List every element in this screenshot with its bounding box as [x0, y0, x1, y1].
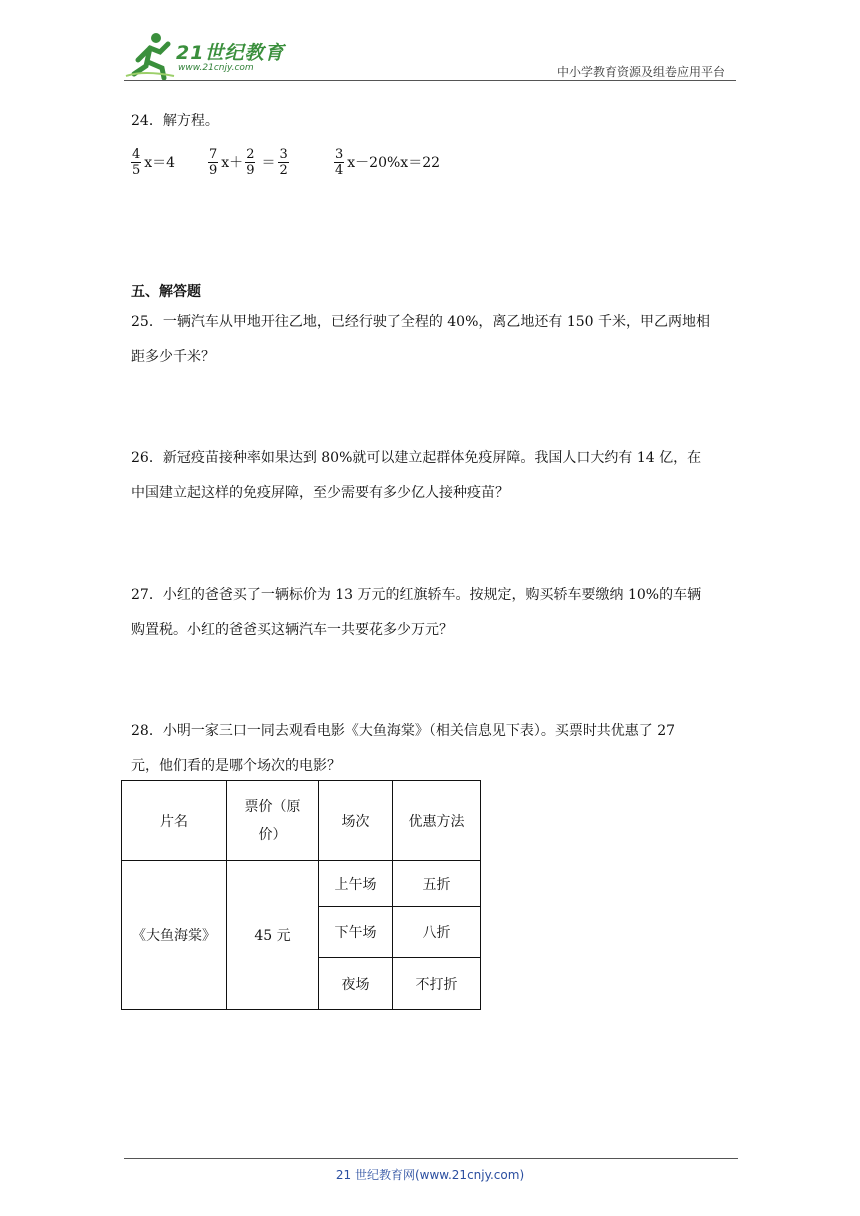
- cell-session: 下午场: [319, 907, 393, 958]
- logo-text: 21世纪教育: [176, 42, 285, 64]
- q28-text: 28．小明一家三口一同去观看电影《大鱼海棠》（相关信息见下表）。买票时共优惠了 27 元，他们看的是哪个场次的电影？: [131, 723, 676, 774]
- section-heading: 五、解答题: [131, 284, 201, 300]
- q27-text: 27．小红的爸爸买了一辆标价为 13 万元的红旗轿车。按规定，购买轿车要缴纳 10%的车辆 购置税。小红的爸爸买这辆汽车一共要花多少万元？: [131, 587, 702, 638]
- table-row: [122, 861, 481, 907]
- footer-divider: [124, 1158, 738, 1159]
- cell-film: 《大鱼海棠》: [122, 861, 227, 1010]
- header-price: 票价（原 价）: [227, 781, 319, 861]
- cell-session: 上午场: [319, 861, 393, 907]
- cell-discount: 不打折: [393, 958, 481, 1010]
- header-discount: 优惠方法: [393, 781, 481, 861]
- table-header-row: [122, 781, 481, 861]
- equation-3: $\frac{3}{4}$ x－20%x＝22: [335, 146, 441, 178]
- logo-url: www.21cnjy.com: [178, 63, 254, 73]
- header-platform-text: 中小学教育资源及组卷应用平台: [556, 65, 725, 79]
- q25-text: 25．一辆汽车从甲地开往乙地，已经行驶了全程的 40%，离乙地还有 150 千米，甲乙两地相 距多少千米？: [131, 314, 711, 365]
- fraction: $\frac{3}{2}$: [279, 146, 288, 178]
- footer-link[interactable]: 21 世纪教育网(www.21cnjy.com): [335, 1168, 525, 1182]
- fraction: $\frac{2}{9}$: [246, 146, 255, 178]
- cell-price: 45 元: [227, 861, 319, 1010]
- fraction: $\frac{4}{5}$: [132, 146, 141, 178]
- q24-title: 24．解方程。: [131, 113, 219, 129]
- header-film: 片名: [122, 781, 227, 861]
- header-session: 场次: [319, 781, 393, 861]
- fraction: $\frac{3}{4}$: [335, 146, 344, 178]
- fraction: $\frac{7}{9}$: [209, 146, 218, 178]
- equation-1: $\frac{4}{5}$ x＝4: [132, 146, 176, 178]
- equation-2: $\frac{7}{9}$ x＋ $\frac{2}{9}$ ＝ $\frac{3}{2}$: [209, 146, 288, 178]
- cell-discount: 五折: [393, 861, 481, 907]
- q26-text: 26．新冠疫苗接种率如果达到 80%就可以建立起群体免疫屏障。我国人口大约有 14 亿，在 中国建立起这样的免疫屏障，至少需要有多少亿人接种疫苗？: [131, 450, 702, 501]
- cell-session: 夜场: [319, 958, 393, 1010]
- header-divider: [124, 80, 736, 81]
- movie-ticket-table: [121, 780, 481, 1010]
- cell-discount: 八折: [393, 907, 481, 958]
